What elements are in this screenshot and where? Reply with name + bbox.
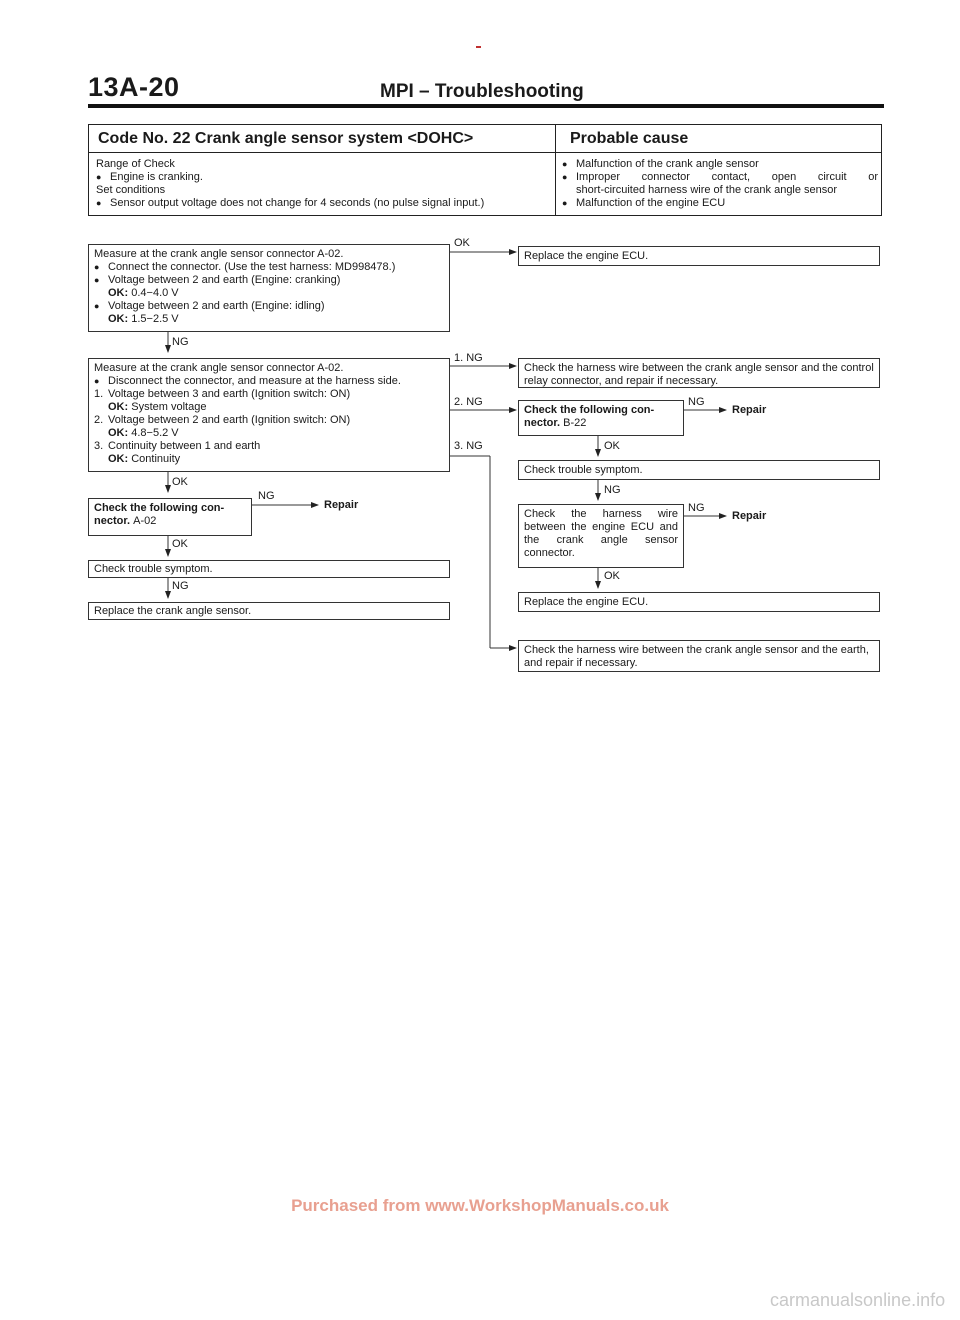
ok-value: 1.5−2.5 V — [131, 313, 179, 325]
check-harness-relay: Check the harness wire between the crank angle sensor and the control relay connector, and repair if necessary. — [518, 358, 880, 388]
label-ng: NG — [604, 484, 621, 496]
check-connector-b22 — [518, 400, 684, 436]
check-trouble-symptom-left: Check trouble symptom. — [88, 560, 450, 578]
label-ng: NG — [172, 580, 189, 592]
replace-ecu-bottom: Replace the engine ECU. — [518, 592, 880, 612]
label-ok: OK — [454, 237, 470, 249]
replace-crank-sensor: Replace the crank angle sensor. — [88, 602, 450, 620]
label-ng: NG — [688, 502, 705, 514]
step1-line: ● Voltage between 2 and earth (Engine: idling) — [94, 300, 444, 313]
label-ok: OK — [172, 476, 188, 488]
range-item: ● Engine is cranking. — [96, 171, 546, 184]
footer-notice: Purchased from www.WorkshopManuals.co.uk — [291, 1196, 669, 1215]
label-ng: NG — [172, 336, 189, 348]
connector-id: A-02 — [133, 515, 157, 527]
item-number: 1. — [94, 388, 104, 400]
check-connector-label: Check the following con- nector. — [94, 502, 225, 527]
check-connector-a02 — [88, 498, 252, 536]
ok-label: OK: — [108, 313, 129, 325]
cause-item: short-circuited harness wire of the crank angle sensor — [576, 184, 838, 196]
check-connector-label: Check the following con- nector. — [524, 404, 655, 429]
watermark: carmanualsonline.info — [770, 1290, 946, 1310]
step2-item: Voltage between 3 and earth (Ignition switch: ON) — [108, 388, 351, 400]
check-harness-ecu: Check the harness wire between the engine ECU and the crank angle sensor connector. — [518, 504, 684, 568]
ok-value: System voltage — [131, 401, 207, 413]
range-label: Range of Check — [96, 158, 175, 170]
code-title: Code No. 22 Crank angle sensor system <DOHC> — [98, 130, 474, 147]
label-ok: OK — [172, 538, 188, 550]
ok-label: OK: — [108, 401, 129, 413]
label-ng-2: 2. NG — [454, 396, 483, 408]
page-title: MPI – Troubleshooting — [380, 81, 584, 102]
label-ng-1: 1. NG — [454, 352, 483, 364]
item-number: 2. — [94, 414, 104, 426]
label-ok: OK — [604, 440, 620, 452]
label-ng: NG — [688, 396, 705, 408]
ok-value: Continuity — [131, 453, 181, 465]
probable-cause-title: Probable cause — [570, 130, 689, 147]
ok-label: OK: — [108, 287, 129, 299]
step1-line: ● Voltage between 2 and earth (Engine: cranking) — [94, 274, 444, 287]
cause-item: ● Malfunction of the engine ECU — [562, 197, 878, 210]
label-ng: NG — [258, 490, 275, 502]
repair-text: Repair — [732, 404, 767, 416]
check-harness-earth: Check the harness wire between the crank angle sensor and the earth, and repair if necessary. — [518, 640, 880, 672]
cause-item: ● Improper connector contact, open circuit or — [562, 171, 878, 184]
step2-box — [88, 358, 450, 472]
step1-line: ● Connect the connector. (Use the test harness: MD998478.) — [94, 261, 444, 274]
step1-line: Measure at the crank angle sensor connector A-02. — [94, 248, 344, 260]
label-ok: OK — [604, 570, 620, 582]
repair-text: Repair — [324, 499, 359, 511]
item-number: 3. — [94, 440, 104, 452]
connector-id: B-22 — [563, 417, 587, 429]
ok-label: OK: — [108, 427, 129, 439]
replace-ecu-top: Replace the engine ECU. — [518, 246, 880, 266]
label-ng-3: 3. NG — [454, 440, 483, 452]
step1-box — [88, 244, 450, 332]
step2-line: Measure at the crank angle sensor connector A-02. — [94, 362, 344, 374]
step2-item: Voltage between 2 and earth (Ignition switch: ON) — [108, 414, 351, 426]
page-number: 13A-20 — [88, 72, 180, 102]
ok-value: 4.8−5.2 V — [131, 427, 179, 439]
repair-text: Repair — [732, 510, 767, 522]
ok-label: OK: — [108, 453, 129, 465]
check-trouble-symptom-right: Check trouble symptom. — [518, 460, 880, 480]
step2-item: Continuity between 1 and earth — [108, 440, 261, 452]
set-item: ● Sensor output voltage does not change for 4 seconds (no pulse signal input.) — [96, 197, 546, 210]
cause-item: ● Malfunction of the crank angle sensor — [562, 158, 878, 171]
step2-line: ● Disconnect the connector, and measure at the harness side. — [94, 375, 444, 388]
set-label: Set conditions — [96, 184, 166, 196]
ok-value: 0.4−4.0 V — [131, 287, 179, 299]
